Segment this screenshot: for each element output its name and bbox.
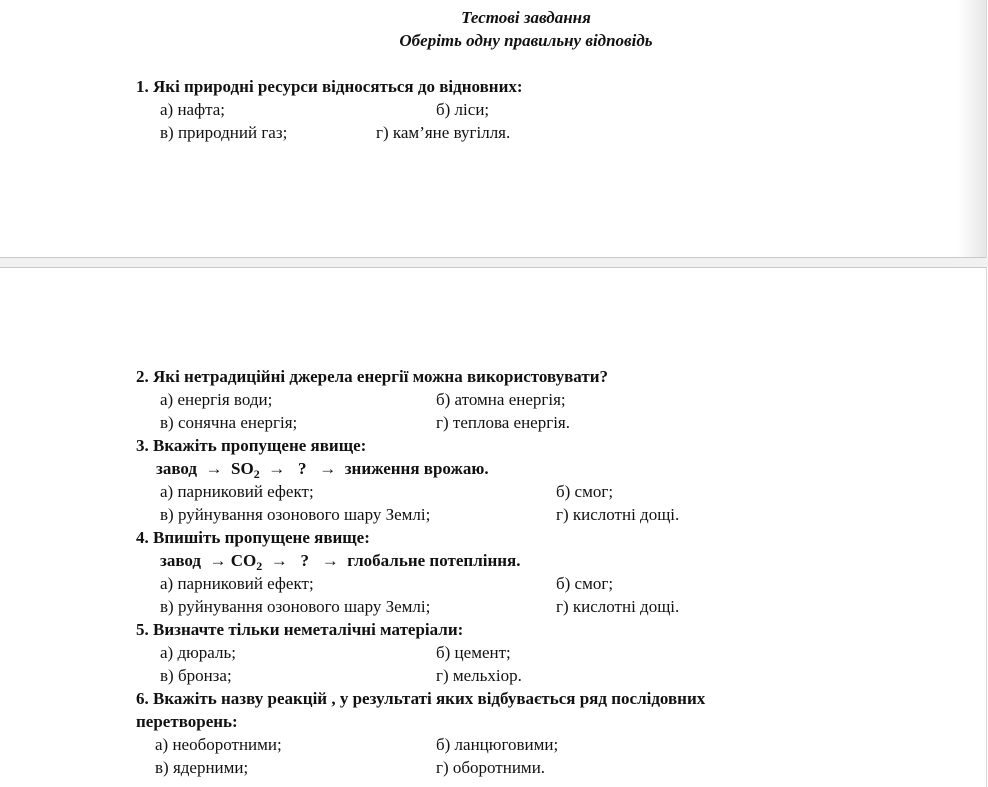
page-2 xyxy=(0,267,987,787)
question-6-line-2: перетворень: xyxy=(136,712,238,731)
page-1 xyxy=(0,0,987,258)
q2-option-b: б) атомна енергія; xyxy=(436,390,566,409)
page-gap xyxy=(0,258,988,267)
q2-option-d: г) теплова енергія. xyxy=(436,413,570,432)
q3-chain-start: завод → SO xyxy=(156,459,254,478)
q3-option-c: в) руйнування озонового шару Землі; xyxy=(160,505,431,524)
q6-option-b: б) ланцюговими; xyxy=(436,735,559,754)
question-4: 4. Впишіть пропущене явище: xyxy=(136,528,370,547)
q1-option-b: б) ліси; xyxy=(436,100,490,119)
q3-chain-end: → ? → зниження врожаю. xyxy=(259,459,489,478)
q3-reaction-chain xyxy=(156,459,489,479)
q3-option-d: г) кислотні дощі. xyxy=(556,505,680,524)
q4-option-d: г) кислотні дощі. xyxy=(556,597,680,616)
q4-option-a: а) парниковий ефект; xyxy=(160,574,314,593)
q4-chain-end: → ? → глобальне потепління. xyxy=(262,551,521,570)
q3-chain-subscript: 2 xyxy=(253,467,260,481)
q5-option-c: в) бронза; xyxy=(160,666,232,685)
test-title: Тестові завдання xyxy=(461,8,591,27)
q1-option-c: в) природний газ; xyxy=(160,123,288,142)
q6-option-a: а) необоротними; xyxy=(155,735,282,754)
q3-option-b: б) смог; xyxy=(556,482,614,501)
q6-option-c: в) ядерними; xyxy=(155,758,249,777)
q4-chain-start: завод → CO xyxy=(160,551,257,570)
page-edge-shadow xyxy=(958,0,986,257)
q3-option-a: а) парниковий ефект; xyxy=(160,482,314,501)
q6-option-d: г) оборотними. xyxy=(436,758,546,777)
question-1: 1. Які природні ресурси відносяться до відновних: xyxy=(136,77,523,96)
q5-option-b: б) цемент; xyxy=(436,643,511,662)
question-5: 5. Визначте тільки неметалічні матеріали: xyxy=(136,620,464,639)
q4-reaction-chain xyxy=(160,551,521,571)
question-6-line-1: 6. Вкажіть назву реакцій , у результаті яких відбувається ряд послідовних xyxy=(136,689,706,708)
q2-option-a: а) енергія води; xyxy=(160,390,273,409)
question-3: 3. Вкажіть пропущене явище: xyxy=(136,436,367,455)
q1-option-a: а) нафта; xyxy=(160,100,226,119)
q5-option-a: а) дюраль; xyxy=(160,643,236,662)
test-subtitle: Оберіть одну правильну відповідь xyxy=(399,31,653,50)
q5-option-d: г) мельхіор. xyxy=(436,666,522,685)
q4-option-c: в) руйнування озонового шару Землі; xyxy=(160,597,431,616)
question-2: 2. Які нетрадиційні джерела енергії можна використовувати? xyxy=(136,367,608,386)
q1-option-d: г) кам’яне вугілля. xyxy=(376,123,511,142)
q2-option-c: в) сонячна енергія; xyxy=(160,413,298,432)
q4-chain-subscript: 2 xyxy=(256,559,263,573)
q4-option-b: б) смог; xyxy=(556,574,614,593)
